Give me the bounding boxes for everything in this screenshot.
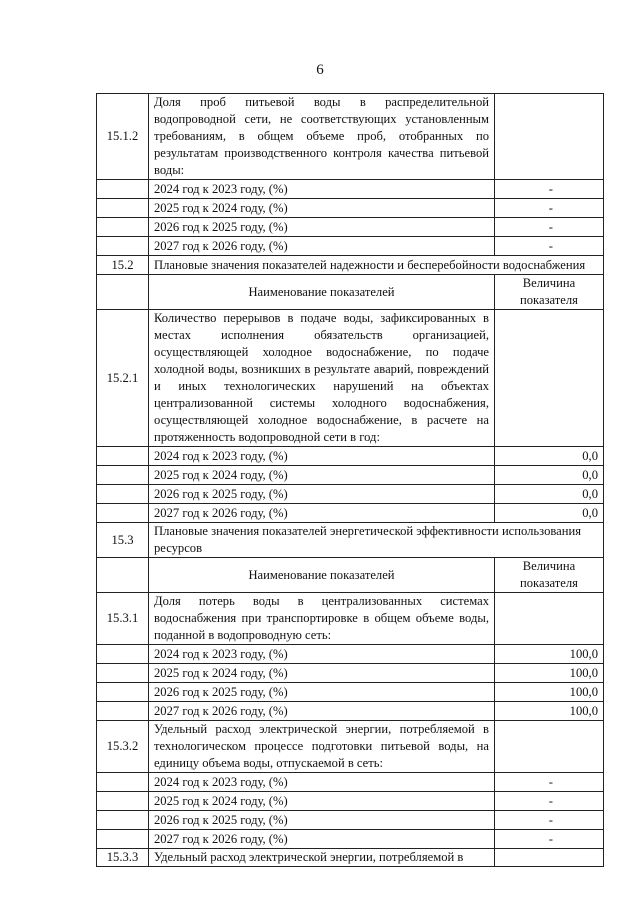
indicator-name: Доля проб питьевой воды в распределительной водопроводной сети, не соответствующих установленным требованиям, в общем объеме проб, отобранных по результатам производственного контроля качества питьевой воды: [149, 94, 495, 180]
row-number [97, 645, 149, 664]
table-row [97, 811, 604, 830]
indicator-value: 100,0 [495, 702, 604, 721]
table-header-row [97, 558, 604, 593]
indicator-name: 2027 год к 2026 году, (%) [149, 237, 495, 256]
table-row [97, 485, 604, 504]
table-row [97, 180, 604, 199]
indicator-name: Количество перерывов в подаче воды, зафиксированных в местах исполнения обязательств организацией, осуществляющей холодное водоснабжение, по подаче холодной воды, возникших в результате аварий, повреждений и иных технологических нарушений на объектах централизованной системы холодного водоснабжения, осуществляющей холодное водоснабжение, в расчете на протяженность водопроводной сети в год: [149, 310, 495, 447]
table-row [97, 721, 604, 773]
section-number: 15.2 [97, 256, 149, 275]
row-number [97, 199, 149, 218]
table-row [97, 792, 604, 811]
row-number [97, 237, 149, 256]
row-number: 15.2.1 [97, 310, 149, 447]
indicator-name: 2026 год к 2025 году, (%) [149, 485, 495, 504]
indicator-name: Доля потерь воды в централизованных системах водоснабжения при транспортировке в общем объеме воды, поданной в водопроводную сеть: [149, 593, 495, 645]
page-number: 6 [316, 62, 324, 78]
indicator-name: 2026 год к 2025 году, (%) [149, 683, 495, 702]
table-row [97, 199, 604, 218]
indicator-name: 2024 год к 2023 году, (%) [149, 180, 495, 199]
table-row [97, 94, 604, 180]
row-number [97, 447, 149, 466]
row-number [97, 830, 149, 849]
header-name: Наименование показателей [149, 558, 495, 593]
table-row [97, 683, 604, 702]
indicator-value [495, 310, 604, 447]
indicator-name: 2027 год к 2026 году, (%) [149, 702, 495, 721]
row-number [97, 664, 149, 683]
indicator-value: - [495, 237, 604, 256]
row-number: 15.3.3 [97, 849, 149, 867]
indicator-value [495, 94, 604, 180]
row-number: 15.3.2 [97, 721, 149, 773]
indicator-value: 0,0 [495, 504, 604, 523]
table-row [97, 447, 604, 466]
table-row [97, 237, 604, 256]
indicator-value: - [495, 199, 604, 218]
row-number: 15.1.2 [97, 94, 149, 180]
indicator-value: 0,0 [495, 466, 604, 485]
indicator-value [495, 721, 604, 773]
header-value: Величина показателя [495, 558, 604, 593]
row-number [97, 180, 149, 199]
indicator-value: 100,0 [495, 645, 604, 664]
section-row [97, 256, 604, 275]
section-row [97, 523, 604, 558]
row-number [97, 485, 149, 504]
indicator-name: Удельный расход электрической энергии, потребляемой в технологическом процессе подготовки питьевой воды, на единицу объема воды, отпускаемой в сеть: [149, 721, 495, 773]
table-row [97, 702, 604, 721]
table-row [97, 218, 604, 237]
indicator-name: 2027 год к 2026 году, (%) [149, 830, 495, 849]
table-row [97, 830, 604, 849]
indicator-value: 0,0 [495, 485, 604, 504]
indicator-name: 2025 год к 2024 году, (%) [149, 792, 495, 811]
header-number-cell [97, 275, 149, 310]
table-row [97, 504, 604, 523]
section-number: 15.3 [97, 523, 149, 558]
indicator-value: 100,0 [495, 683, 604, 702]
table-row [97, 466, 604, 485]
indicator-value: - [495, 218, 604, 237]
indicators-table [96, 93, 604, 867]
table-row [97, 645, 604, 664]
indicator-value: - [495, 792, 604, 811]
indicator-name: 2025 год к 2024 году, (%) [149, 664, 495, 683]
table-row [97, 664, 604, 683]
indicator-value [495, 849, 604, 867]
row-number [97, 218, 149, 237]
row-number [97, 702, 149, 721]
indicator-name: 2024 год к 2023 году, (%) [149, 645, 495, 664]
indicator-name: 2027 год к 2026 году, (%) [149, 504, 495, 523]
header-number-cell [97, 558, 149, 593]
indicator-name: 2026 год к 2025 году, (%) [149, 811, 495, 830]
table-row [97, 773, 604, 792]
indicator-value: 100,0 [495, 664, 604, 683]
indicator-value: 0,0 [495, 447, 604, 466]
indicator-name: 2024 год к 2023 году, (%) [149, 447, 495, 466]
indicator-name: 2025 год к 2024 году, (%) [149, 466, 495, 485]
table-header-row [97, 275, 604, 310]
section-title: Плановые значения показателей надежности и бесперебойности водоснабжения [149, 256, 604, 275]
row-number [97, 466, 149, 485]
section-title: Плановые значения показателей энергетической эффективности использования ресурсов [149, 523, 604, 558]
header-name: Наименование показателей [149, 275, 495, 310]
table-row [97, 849, 604, 867]
table-row [97, 593, 604, 645]
indicator-value: - [495, 773, 604, 792]
indicator-name: 2024 год к 2023 году, (%) [149, 773, 495, 792]
indicator-name: 2025 год к 2024 году, (%) [149, 199, 495, 218]
indicator-value: - [495, 811, 604, 830]
row-number: 15.3.1 [97, 593, 149, 645]
row-number [97, 792, 149, 811]
table-row [97, 310, 604, 447]
indicator-value [495, 593, 604, 645]
indicator-value: - [495, 180, 604, 199]
indicator-name: Удельный расход электрической энергии, потребляемой в [149, 849, 495, 867]
row-number [97, 773, 149, 792]
indicator-value: - [495, 830, 604, 849]
row-number [97, 504, 149, 523]
row-number [97, 811, 149, 830]
header-value: Величина показателя [495, 275, 604, 310]
indicator-name: 2026 год к 2025 году, (%) [149, 218, 495, 237]
row-number [97, 683, 149, 702]
